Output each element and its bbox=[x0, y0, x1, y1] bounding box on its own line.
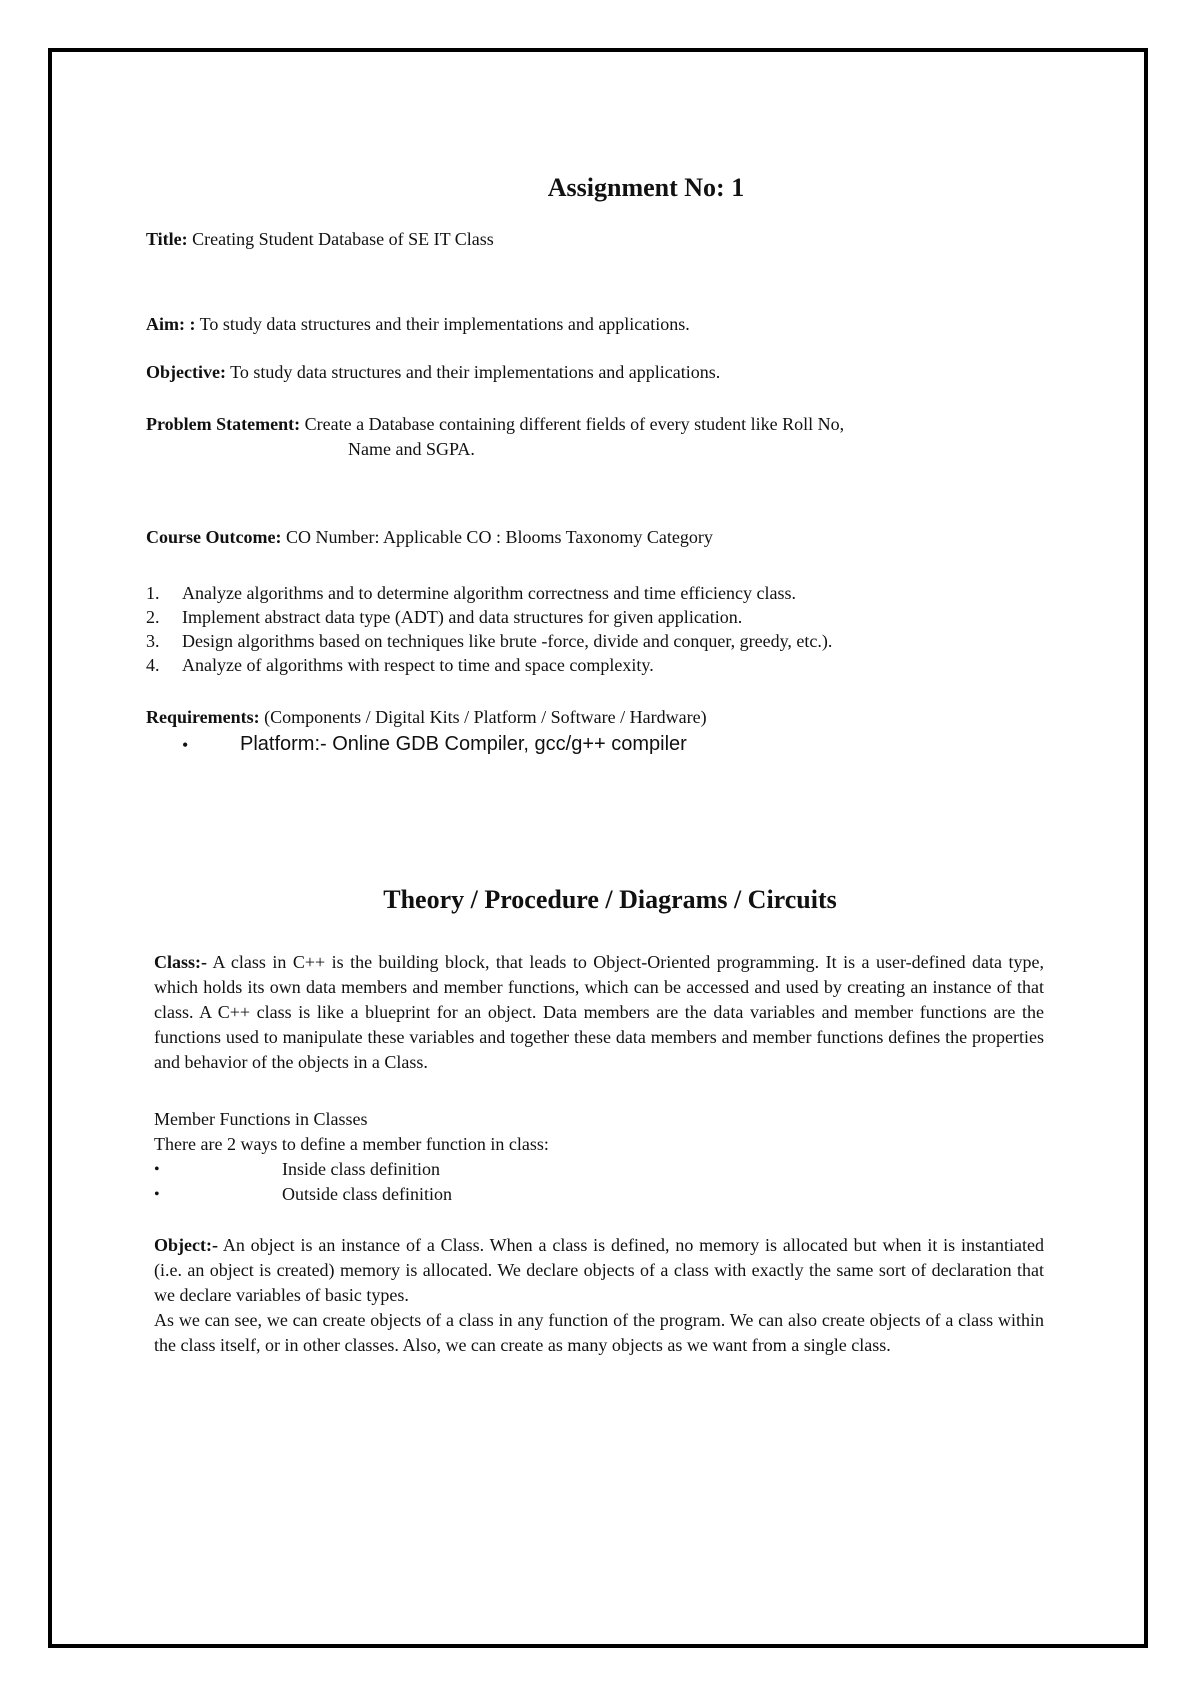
bullet-icon: • bbox=[154, 1186, 160, 1203]
course-outcome-field bbox=[146, 525, 713, 549]
aim-field bbox=[146, 312, 690, 336]
member-functions-intro: There are 2 ways to define a member function in class: bbox=[154, 1134, 549, 1154]
theory-heading: Theory / Procedure / Diagrams / Circuits bbox=[383, 885, 837, 914]
object-paragraph-2: As we can see, we can create objects of a class in any function of the program. We can also create objects of a class within the class itself, or in other classes. Also, we can create as many objects as we want from a single class. bbox=[154, 1310, 1044, 1355]
requirements-value: (Components / Digital Kits / Platform / Software / Hardware) bbox=[264, 707, 707, 727]
way-item: Outside class definition bbox=[282, 1184, 452, 1204]
objective-field bbox=[146, 360, 720, 384]
list-item-number: 2. bbox=[146, 607, 160, 627]
course-outcome-label: Course Outcome: bbox=[146, 527, 282, 547]
requirements-label: Requirements: bbox=[146, 707, 260, 727]
title-value: Creating Student Database of SE IT Class bbox=[192, 229, 494, 249]
objective-value: To study data structures and their implementations and applications. bbox=[230, 362, 721, 382]
assignment-heading: Assignment No: 1 bbox=[547, 173, 745, 202]
way-item: Inside class definition bbox=[282, 1159, 440, 1179]
requirements-item: Platform:- Online GDB Compiler, gcc/g++ compiler bbox=[240, 733, 687, 755]
list-item-text: Implement abstract data type (ADT) and data structures for given application. bbox=[182, 607, 743, 627]
page-border bbox=[48, 48, 1148, 1648]
aim-label: Aim: : bbox=[146, 314, 196, 334]
requirements-field bbox=[146, 705, 707, 729]
list-item-text: Analyze algorithms and to determine algorithm correctness and time efficiency class. bbox=[182, 583, 796, 603]
objective-label: Objective: bbox=[146, 362, 226, 382]
list-item-number: 4. bbox=[146, 655, 160, 675]
class-text: A class in C++ is the building block, that leads to Object-Oriented programming. It is a user-defined data type, which holds its own data members and member functions, which can be accessed and used by creating an instance of that class. A C++ class is like a blueprint for an object. Data members are the data variables and member functions are the functions used to manipulate these variables and together these data members and member functions defines the properties and behavior of the objects in a Class. bbox=[154, 952, 1044, 1072]
list-item-text: Analyze of algorithms with respect to time and space complexity. bbox=[182, 655, 654, 675]
title-field bbox=[146, 227, 494, 251]
problem-statement-line1: Create a Database containing different fields of every student like Roll No, bbox=[304, 414, 845, 434]
title-label: Title: bbox=[146, 229, 188, 249]
bullet-icon: • bbox=[154, 1161, 160, 1178]
class-label: Class:- bbox=[154, 952, 207, 972]
object-label: Object:- bbox=[154, 1235, 218, 1255]
problem-statement-label: Problem Statement: bbox=[146, 414, 301, 434]
problem-statement-field bbox=[146, 412, 844, 436]
aim-value: To study data structures and their implementations and applications. bbox=[199, 314, 690, 334]
object-paragraph bbox=[154, 1233, 1044, 1308]
bullet-icon: • bbox=[182, 735, 189, 755]
list-item-number: 1. bbox=[146, 583, 160, 603]
member-functions-subheading: Member Functions in Classes bbox=[154, 1109, 368, 1129]
problem-statement-line2: Name and SGPA. bbox=[348, 439, 475, 459]
class-paragraph bbox=[154, 950, 1044, 1075]
object-text: An object is an instance of a Class. When a class is defined, no memory is allocated but when it is instantiated (i.e. an object is created) memory is allocated. We declare objects of a class with exactly the same sort of declaration that we declare variables of basic types. bbox=[154, 1235, 1044, 1305]
course-outcome-value: CO Number: Applicable CO : Blooms Taxonomy Category bbox=[285, 527, 713, 547]
list-item-text: Design algorithms based on techniques like brute -force, divide and conquer, greedy, etc.). bbox=[182, 631, 833, 651]
list-item-number: 3. bbox=[146, 631, 160, 651]
